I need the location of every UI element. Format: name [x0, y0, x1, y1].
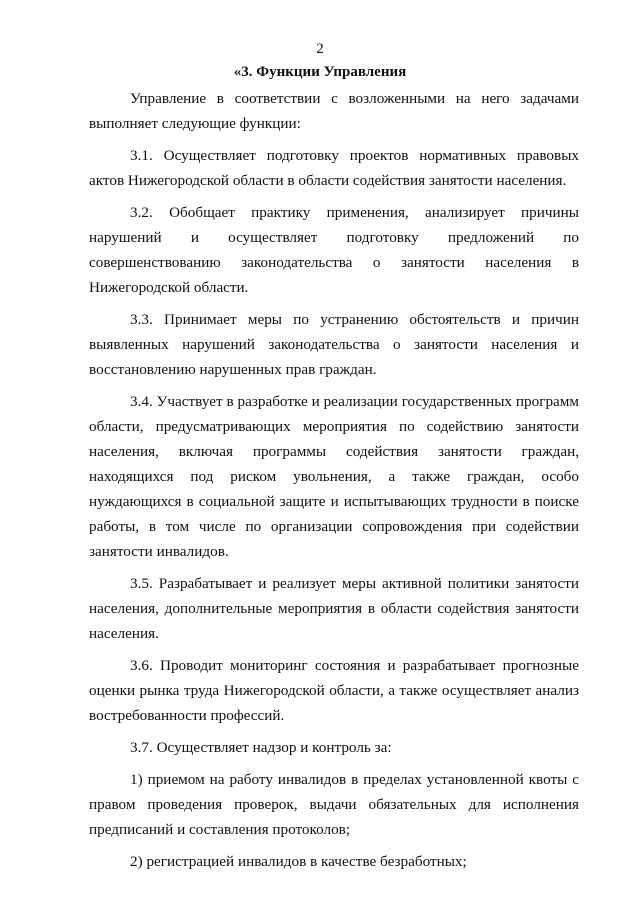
function-3-7: 3.7. Осуществляет надзор и контроль за: [130, 739, 392, 756]
function-3-5: 3.5. Разрабатывает и реализует меры активной политики занятости населения, дополнительные мероприятия в области содействия занятости населения. [89, 575, 579, 642]
function-3-2: 3.2. Обобщает практику применения, анализирует причины нарушений и осуществляет подготовку предложений по совершенствованию законодательства о занятости населения в Нижегородской области. [89, 204, 579, 296]
function-3-1: 3.1. Осуществляет подготовку проектов нормативных правовых актов Нижегородской области в области содействия занятости населения. [89, 147, 579, 189]
section-heading: «3. Функции Управления [233, 64, 407, 80]
function-3-6: 3.6. Проводит мониторинг состояния и разрабатывает прогнозные оценки рынка труда Нижегородской области, а также осуществляет анализ востребованности профессий. [89, 657, 579, 724]
page-number: 2 [316, 41, 324, 57]
subitem-2: 2) регистрацией инвалидов в качестве безработных; [130, 853, 467, 870]
function-3-4: 3.4. Участвует в разработке и реализации государственных программ области, предусматривающих мероприятия по содействию занятости населения, включая программы содействия занятости граждан, находящихся под риском увольнения, а также граждан, особо нуждающихся в социальной защите и испытывающих трудности в поиске работы, в том числе по организации сопровождения при содействии занятости инвалидов. [89, 393, 579, 560]
function-3-3: 3.3. Принимает меры по устранению обстоятельств и причин выявленных нарушений законодательства о занятости населения и восстановлению нарушенных прав граждан. [89, 311, 579, 378]
body-text [89, 86, 579, 881]
subitem-1: 1) приемом на работу инвалидов в пределах установленной квоты с правом проведения проверок, выдачи обязательных для исполнения предписаний и составления протоколов; [89, 771, 579, 838]
intro-paragraph: Управление в соответствии с возложенными на него задачами выполняет следующие функции: [89, 90, 579, 132]
